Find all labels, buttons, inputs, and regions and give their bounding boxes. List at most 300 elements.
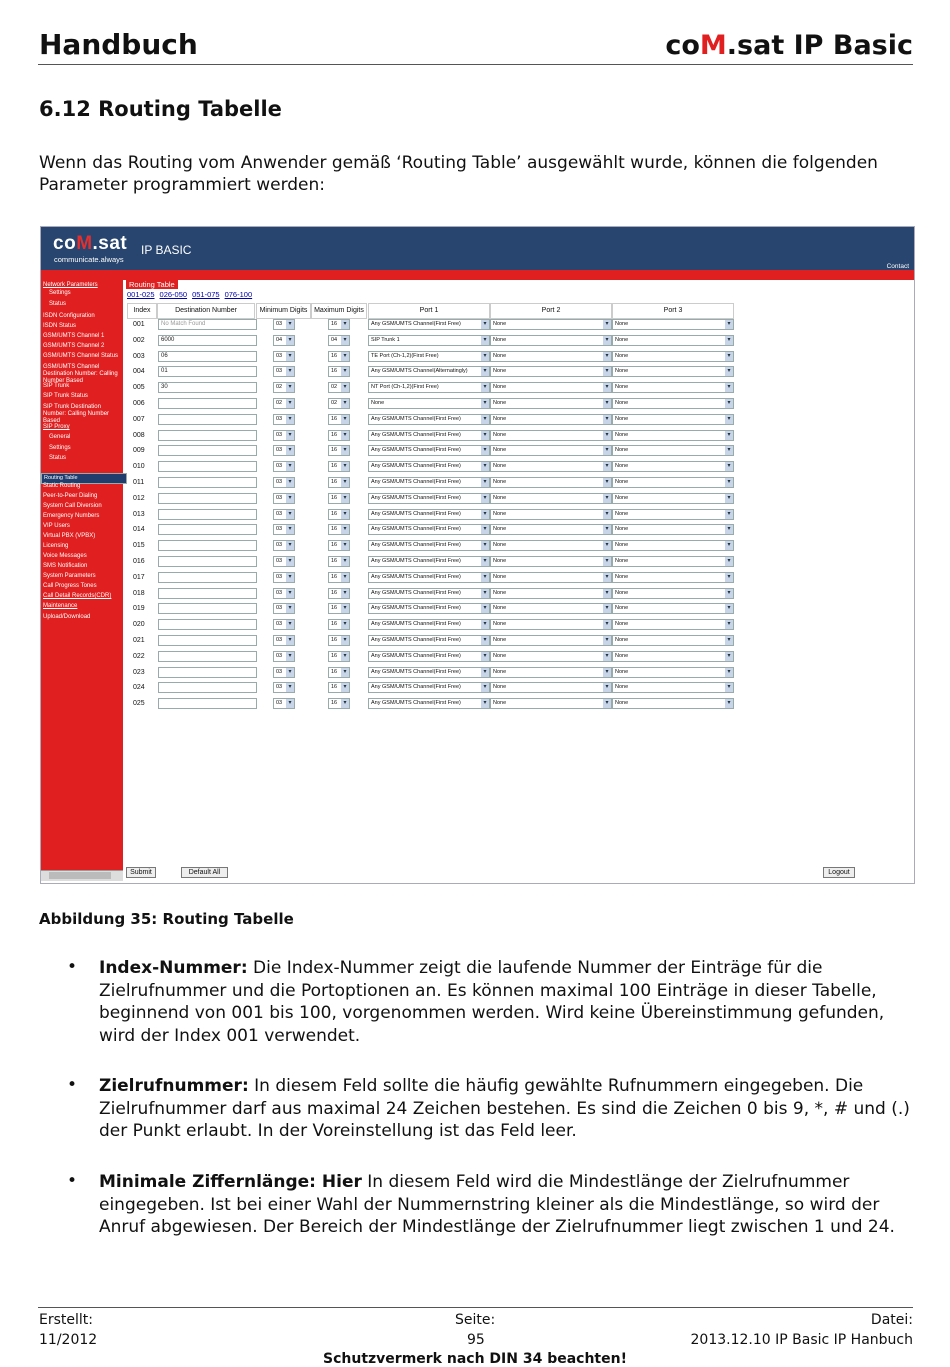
max-digits-select[interactable] [328,619,350,630]
chevron-down-icon: ▾ [341,431,349,440]
chevron-down-icon: ▾ [341,636,349,645]
destination-number-input[interactable] [158,603,257,614]
min-digits-select[interactable] [273,524,295,535]
max-digits-select[interactable] [328,556,350,567]
port2-select[interactable] [490,540,612,551]
sidebar-item[interactable]: Network Parameters [43,282,98,288]
port1-select[interactable] [368,572,490,583]
chevron-down-icon: ▾ [725,604,733,613]
select-value: 16 [331,447,338,454]
port1-select[interactable] [368,682,490,693]
select-value: Any GSM/UMTS Channel(First Free) [371,605,461,612]
select-value: Any GSM/UMTS Channel(First Free) [371,463,461,470]
port3-select[interactable] [612,366,734,377]
max-digits-select[interactable] [328,698,350,709]
bullet-min-digits [99,1171,919,1239]
port1-select[interactable] [368,556,490,567]
chevron-down-icon: ▾ [341,573,349,582]
logout-button[interactable]: Logout [823,867,855,878]
port2-select[interactable] [490,603,612,614]
port2-select[interactable] [490,335,612,346]
default-all-button[interactable]: Default All [181,867,228,878]
destination-number-input[interactable] [158,619,257,630]
select-value: 03 [276,510,283,517]
chevron-down-icon: ▾ [341,652,349,661]
select-value: 03 [276,415,283,422]
select-value: None [493,558,507,564]
destination-number-input[interactable] [158,540,257,551]
min-digits-select[interactable] [273,635,295,646]
row-index: 007 [133,415,145,423]
destination-number-input[interactable]: 6000 [158,335,257,346]
port3-select[interactable] [612,635,734,646]
port3-select[interactable] [612,398,734,409]
sidebar-item[interactable]: Settings [49,290,71,296]
destination-number-input[interactable] [158,509,257,520]
chevron-down-icon: ▾ [725,415,733,424]
port2-select[interactable] [490,651,612,662]
sidebar-item[interactable]: SMS Notification [43,563,88,569]
chevron-down-icon: ▾ [341,352,349,361]
chevron-down-icon: ▾ [341,383,349,392]
select-value: None [615,700,629,707]
select-value: None [615,510,629,517]
port1-select[interactable] [368,477,490,488]
select-value: None [493,463,507,470]
min-digits-select[interactable] [273,414,295,425]
main-content [123,280,914,880]
select-value: 03 [276,352,283,359]
sidebar-item[interactable]: Virtual PBX (VPBX) [43,533,96,539]
port2-select[interactable] [490,667,612,678]
port3-select[interactable] [612,524,734,535]
chevron-down-icon: ▾ [725,699,733,708]
max-digits-select[interactable] [328,603,350,614]
sidebar-item[interactable]: Static Routing [43,483,81,489]
sidebar-item[interactable]: System Parameters [43,573,96,579]
min-digits-select[interactable] [273,619,295,630]
destination-number-input[interactable]: 30 [158,382,257,393]
select-value: 16 [331,463,338,470]
select-value: None [371,400,385,406]
select-value: Any GSM/UMTS Channel(First Free) [371,542,461,549]
port3-select[interactable] [612,588,734,599]
chevron-down-icon: ▾ [286,367,294,376]
max-digits-select[interactable] [328,382,350,393]
max-digits-select[interactable] [328,319,350,330]
table-row [123,334,914,350]
min-digits-select[interactable] [273,698,295,709]
chevron-down-icon: ▾ [286,589,294,598]
select-value: 16 [331,368,338,375]
min-digits-select[interactable] [273,319,295,330]
table-row [123,634,914,650]
app-banner [41,227,914,270]
chevron-down-icon: ▾ [481,367,489,376]
port1-select[interactable] [368,667,490,678]
destination-number-input[interactable] [158,414,257,425]
port1-select[interactable] [368,493,490,504]
port3-select[interactable] [612,572,734,583]
chevron-down-icon: ▾ [603,604,611,613]
max-digits-select[interactable] [328,682,350,693]
chevron-down-icon: ▾ [341,462,349,471]
destination-number-input[interactable]: 06 [158,351,257,362]
chevron-down-icon: ▾ [603,462,611,471]
select-value: 03 [276,621,283,628]
sidebar-item[interactable]: ISDN Status [43,323,77,329]
horizontal-scrollbar[interactable] [41,870,123,881]
port2-select[interactable] [490,588,612,599]
chevron-down-icon: ▾ [286,383,294,392]
chevron-down-icon: ▾ [725,431,733,440]
table-row [123,508,914,524]
sidebar-item[interactable]: VIP Users [43,523,70,529]
min-digits-select[interactable] [273,335,295,346]
pager-link[interactable]: 026-050 [159,290,188,299]
chevron-down-icon: ▾ [341,494,349,503]
port2-select[interactable] [490,635,612,646]
port1-select[interactable] [368,540,490,551]
select-value: 04 [331,336,338,343]
port2-select[interactable] [490,351,612,362]
select-value: 03 [276,668,283,675]
max-digits-select[interactable] [328,509,350,520]
port3-select[interactable] [612,382,734,393]
port2-select[interactable] [490,398,612,409]
max-digits-select[interactable] [328,667,350,678]
port3-select[interactable] [612,667,734,678]
select-value: None [615,447,629,454]
chevron-down-icon: ▾ [603,478,611,487]
port2-select[interactable] [490,556,612,567]
destination-number-input[interactable] [158,572,257,583]
min-digits-select[interactable] [273,398,295,409]
port1-select[interactable] [368,351,490,362]
min-digits-select[interactable] [273,588,295,599]
min-digits-select[interactable] [273,445,295,456]
header-title: Handbuch [39,28,198,61]
chevron-down-icon: ▾ [481,478,489,487]
chevron-down-icon: ▾ [341,541,349,550]
sidebar-item[interactable]: ISDN Configuration [43,313,95,319]
min-digits-select[interactable] [273,493,295,504]
destination-number-input[interactable] [158,461,257,472]
destination-number-input[interactable] [158,556,257,567]
select-value: 03 [276,479,283,485]
row-index: 021 [133,637,145,644]
min-digits-select[interactable] [273,351,295,362]
chevron-down-icon: ▾ [603,668,611,677]
port3-select[interactable] [612,351,734,362]
destination-number-input[interactable] [158,430,257,441]
min-digits-select[interactable] [273,509,295,520]
port1-select[interactable] [368,698,490,709]
table-row [123,444,914,460]
port1-select[interactable] [368,335,490,346]
port1-select[interactable] [368,398,490,409]
select-value: None [493,479,507,485]
sidebar-item[interactable]: SIP Trunk [43,383,70,389]
sidebar-item[interactable]: Emergency Numbers [43,513,100,519]
destination-number-input[interactable] [158,588,257,599]
bullet-dot: • [67,1171,78,1191]
chevron-down-icon: ▾ [481,336,489,345]
port3-select[interactable] [612,461,734,472]
sidebar-item[interactable]: SIP Trunk Destination Number: Calling Number Based [43,404,110,424]
max-digits-select[interactable] [328,445,350,456]
max-digits-select[interactable] [328,588,350,599]
chevron-down-icon: ▾ [286,541,294,550]
sidebar-item[interactable]: GSM/UMTS Channel Destination Number: Calling Number Based [43,364,118,384]
destination-number-input[interactable]: 01 [158,366,257,377]
port3-select[interactable] [612,414,734,425]
min-digits-select[interactable] [273,572,295,583]
select-value: None [615,463,629,470]
sidebar-item[interactable]: GSM/UMTS Channel 2 [43,343,105,349]
sidebar-item[interactable]: Settings [49,445,71,451]
port2-select[interactable] [490,619,612,630]
min-digits-select[interactable] [273,430,295,441]
destination-number-input[interactable] [158,651,257,662]
chevron-down-icon: ▾ [286,399,294,408]
port1-select[interactable] [368,366,490,377]
row-index: 010 [133,463,145,471]
port3-select[interactable] [612,603,734,614]
port2-select[interactable] [490,572,612,583]
port1-select[interactable] [368,635,490,646]
sidebar-item[interactable]: Status [49,301,67,307]
destination-number-input[interactable] [158,477,257,488]
port2-select[interactable] [490,445,612,456]
destination-number-input[interactable] [158,398,257,409]
bullet-term: Zielrufnummer: [99,1076,249,1096]
sidebar-item[interactable]: Peer-to-Peer Dialing [43,493,98,499]
port3-select[interactable] [612,619,734,630]
sidebar-item[interactable]: Status [49,455,67,461]
port1-select[interactable] [368,588,490,599]
select-value: None [493,684,507,691]
sidebar-item[interactable]: GSM/UMTS Channel Status [43,353,119,359]
select-value: Any GSM/UMTS Channel(Alternatingly) [371,368,468,375]
sidebar-item[interactable]: SIP Trunk Status [43,393,88,399]
select-value: 16 [331,637,338,643]
chevron-down-icon: ▾ [725,446,733,455]
column-header-destination: Destination Number [157,303,255,319]
port1-select[interactable] [368,382,490,393]
select-value: 04 [276,336,283,343]
port1-select[interactable] [368,509,490,520]
sidebar-item[interactable]: Voice Messages [43,553,87,559]
port2-select[interactable] [490,366,612,377]
port1-select[interactable] [368,430,490,441]
port3-select[interactable] [612,493,734,504]
port2-select[interactable] [490,319,612,330]
port1-select[interactable] [368,651,490,662]
min-digits-select[interactable] [273,682,295,693]
port2-select[interactable] [490,461,612,472]
sidebar-item[interactable]: Routing Table [41,473,127,484]
port2-select[interactable] [490,430,612,441]
port3-select[interactable] [612,509,734,520]
select-value: TE Port (Ch-1,2)(First Free) [371,352,439,359]
chevron-down-icon: ▾ [341,320,349,329]
chevron-down-icon: ▾ [603,557,611,566]
port1-select[interactable] [368,319,490,330]
port3-select[interactable] [612,335,734,346]
min-digits-select[interactable] [273,382,295,393]
max-digits-select[interactable] [328,398,350,409]
min-digits-select[interactable] [273,461,295,472]
select-value: 03 [276,494,283,501]
chevron-down-icon: ▾ [481,525,489,534]
min-digits-select[interactable] [273,477,295,488]
sidebar-item[interactable]: System Call Diversion [43,503,102,509]
select-value: 03 [276,558,283,564]
port1-select[interactable] [368,414,490,425]
sidebar-item[interactable]: SIP Proxy [43,424,70,430]
destination-number-input[interactable] [158,682,257,693]
max-digits-select[interactable] [328,414,350,425]
max-digits-select[interactable] [328,493,350,504]
port1-select[interactable] [368,603,490,614]
table-row [123,555,914,571]
port3-select[interactable] [612,651,734,662]
port2-select[interactable] [490,477,612,488]
port3-select[interactable] [612,477,734,488]
max-digits-select[interactable] [328,430,350,441]
pager-link[interactable]: 076-100 [224,290,253,299]
red-bar [41,270,914,280]
max-digits-select[interactable] [328,366,350,377]
sidebar-item[interactable]: Call Progress Tones [43,583,97,589]
destination-number-input[interactable] [158,445,257,456]
chevron-down-icon: ▾ [286,352,294,361]
port2-select[interactable] [490,382,612,393]
pager-link[interactable]: 001-025 [127,290,155,299]
min-digits-select[interactable] [273,603,295,614]
bullet-index-number [99,957,919,1047]
row-index: 025 [133,700,145,708]
sidebar-item[interactable]: GSM/UMTS Channel 1 [43,333,105,339]
select-value: None [615,400,629,406]
port3-select[interactable] [612,682,734,693]
submit-button[interactable]: Submit [126,867,156,878]
footer-file: 2013.12.10 IP Basic IP Hanbuch [690,1332,913,1348]
chevron-down-icon: ▾ [341,620,349,629]
port2-select[interactable] [490,524,612,535]
destination-number-input[interactable] [158,698,257,709]
chevron-down-icon: ▾ [725,494,733,503]
pager-link[interactable]: 051-075 [192,290,220,299]
chevron-down-icon: ▾ [286,336,294,345]
max-digits-select[interactable] [328,651,350,662]
chevron-down-icon: ▾ [481,541,489,550]
select-value: Any GSM/UMTS Channel(First Free) [371,510,461,517]
port2-select[interactable] [490,414,612,425]
max-digits-select[interactable] [328,461,350,472]
chevron-down-icon: ▾ [603,573,611,582]
max-digits-select[interactable] [328,351,350,362]
brand-part: co [665,30,700,61]
select-value: 16 [331,479,338,485]
chevron-down-icon: ▾ [603,589,611,598]
port1-select[interactable] [368,445,490,456]
chevron-down-icon: ▾ [725,462,733,471]
page-label: Routing Table [126,280,178,289]
sidebar-item[interactable]: Upload/Download [43,614,91,620]
max-digits-select[interactable] [328,540,350,551]
port3-select[interactable] [612,540,734,551]
destination-number-input[interactable] [158,635,257,646]
select-value: 16 [331,352,338,359]
max-digits-select[interactable] [328,524,350,535]
port3-select[interactable] [612,430,734,441]
select-value: None [615,415,629,422]
port1-select[interactable] [368,619,490,630]
sidebar-item[interactable]: Call Detail Records(CDR) [43,593,112,599]
select-value: SIP Trunk 1 [371,336,400,343]
table-row [123,476,914,492]
select-value: None [493,400,507,406]
port2-select[interactable] [490,493,612,504]
min-digits-select[interactable] [273,651,295,662]
footer-file-label: Datei: [870,1312,913,1328]
min-digits-select[interactable] [273,556,295,567]
select-value: None [493,700,507,707]
port3-select[interactable] [612,556,734,567]
select-value: Any GSM/UMTS Channel(First Free) [371,558,461,564]
min-digits-select[interactable] [273,540,295,551]
max-digits-select[interactable] [328,572,350,583]
chevron-down-icon: ▾ [603,336,611,345]
destination-number-input[interactable] [158,667,257,678]
port2-select[interactable] [490,682,612,693]
port1-select[interactable] [368,524,490,535]
contact-link[interactable]: Contact [886,263,909,270]
chevron-down-icon: ▾ [481,462,489,471]
sidebar-item[interactable]: Maintenance [43,603,78,609]
destination-number-input[interactable] [158,524,257,535]
max-digits-select[interactable] [328,477,350,488]
chevron-down-icon: ▾ [341,510,349,519]
destination-number-input[interactable] [158,493,257,504]
port3-select[interactable] [612,698,734,709]
port1-select[interactable] [368,461,490,472]
max-digits-select[interactable] [328,335,350,346]
select-value: None [615,637,629,643]
port2-select[interactable] [490,509,612,520]
select-value: None [615,352,629,359]
destination-number-input[interactable]: No Match Found [158,319,257,330]
chevron-down-icon: ▾ [341,446,349,455]
sidebar-item[interactable]: Licensing [43,543,69,549]
port2-select[interactable] [490,698,612,709]
chevron-down-icon: ▾ [481,399,489,408]
scrollbar-thumb[interactable] [49,872,111,879]
min-digits-select[interactable] [273,667,295,678]
port3-select[interactable] [612,319,734,330]
min-digits-select[interactable] [273,366,295,377]
row-index: 013 [133,510,145,518]
chevron-down-icon: ▾ [603,541,611,550]
chevron-down-icon: ▾ [481,415,489,424]
max-digits-select[interactable] [328,635,350,646]
sidebar-item[interactable]: General [49,434,71,440]
select-value: NT Port (Ch-1,2)(First Free) [371,384,439,391]
port3-select[interactable] [612,445,734,456]
footer-rule [38,1307,913,1308]
